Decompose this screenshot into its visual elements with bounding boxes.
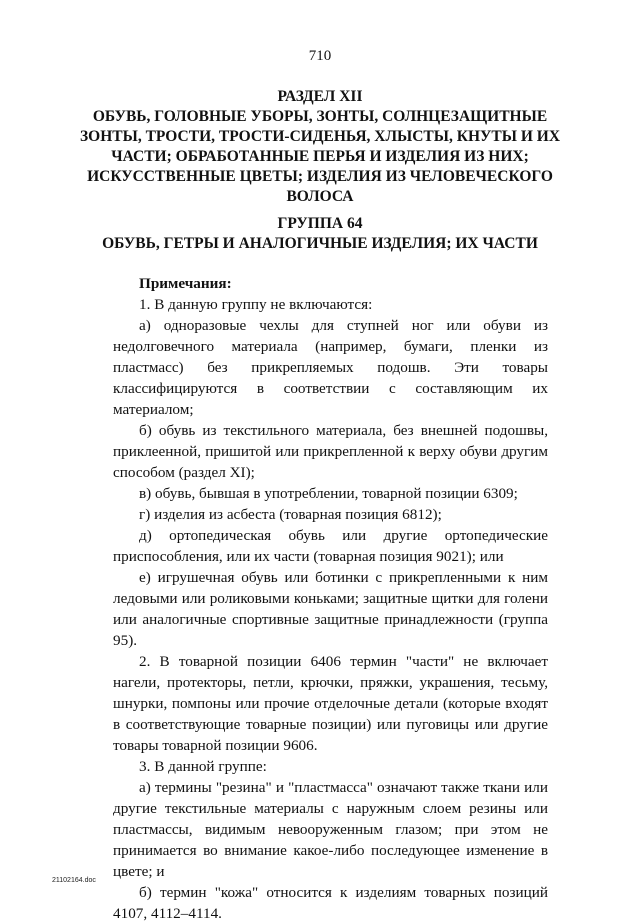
note-paragraph: 1. В данную группу не включаются: — [139, 296, 373, 313]
note-paragraph: б) обувь из текстильного материала, без внешней подошвы, приклеенной, пришитой или прикрепленной к верху обуви другим способом (раздел XI); — [113, 422, 548, 481]
note-paragraph: д) ортопедическая обувь или другие ортопедические приспособления, или их части (товарная позиция 9021); или — [113, 527, 548, 565]
group-title — [0, 214, 640, 254]
note-paragraph: а) термины "резина" и "пластмасса" означают также ткани или другие текстильные материалы с наружным слоем резины или пластмассы, видимым невооруженным глазом; при этом не принимается во внимание какое-либо последующее изменение в цвете; и — [113, 779, 548, 880]
note-paragraph: 2. В товарной позиции 6406 термин "части" не включает нагели, протекторы, петли, крючки, пряжки, украшения, тесьму, шнурки, помпоны или прочие отделочные детали (которые входят в соответствующие товарные позиции) или пуговицы или другие товары товарной позиции 9606. — [113, 653, 548, 754]
note-paragraph: г) изделия из асбеста (товарная позиция 6812); — [139, 506, 442, 523]
footer-filename: 21102164.doc — [52, 877, 96, 884]
note-paragraph: а) одноразовые чехлы для ступней ног или обуви из недолговечного материала (например, бумаги, пленки из пластмасс) без прикрепляемых подошв. Эти товары классифицируются в соответствии с составляющим их материалом; — [113, 317, 548, 418]
section-title-line: ЧАСТИ; ОБРАБОТАННЫЕ ПЕРЬЯ И ИЗДЕЛИЯ ИЗ НИХ; — [111, 148, 529, 165]
notes-block — [113, 273, 548, 924]
section-title-line: ЗОНТЫ, ТРОСТИ, ТРОСТИ-СИДЕНЬЯ, ХЛЫСТЫ, КНУТЫ И ИХ — [79, 128, 561, 145]
page-number: 710 — [308, 48, 332, 64]
note-paragraph: е) игрушечная обувь или ботинки с прикрепленными к ним ледовыми или роликовыми коньками; защитные щитки для голени или аналогичные спортивные защитные принадлежности (группа 95). — [113, 569, 548, 649]
note-paragraph: в) обувь, бывшая в употреблении, товарной позиции 6309; — [139, 485, 518, 502]
group-title-line: ГРУППА 64 — [277, 215, 363, 232]
section-title-line: ИСКУССТВЕННЫЕ ЦВЕТЫ; ИЗДЕЛИЯ ИЗ ЧЕЛОВЕЧЕСКОГО — [87, 168, 553, 185]
notes-label: Примечания: — [139, 275, 232, 292]
group-title-line: ОБУВЬ, ГЕТРЫ И АНАЛОГИЧНЫЕ ИЗДЕЛИЯ; ИХ ЧАСТИ — [102, 235, 538, 252]
note-paragraph: 3. В данной группе: — [139, 758, 267, 775]
note-paragraph: б) термин "кожа" относится к изделиям товарных позиций 4107, 4112–4114. — [113, 884, 548, 922]
section-title-line: РАЗДЕЛ XII — [277, 88, 363, 105]
section-title-line: ВОЛОСА — [286, 188, 354, 205]
section-title-line: ОБУВЬ, ГОЛОВНЫЕ УБОРЫ, ЗОНТЫ, СОЛНЦЕЗАЩИТНЫЕ — [92, 108, 548, 125]
section-title — [0, 87, 640, 207]
